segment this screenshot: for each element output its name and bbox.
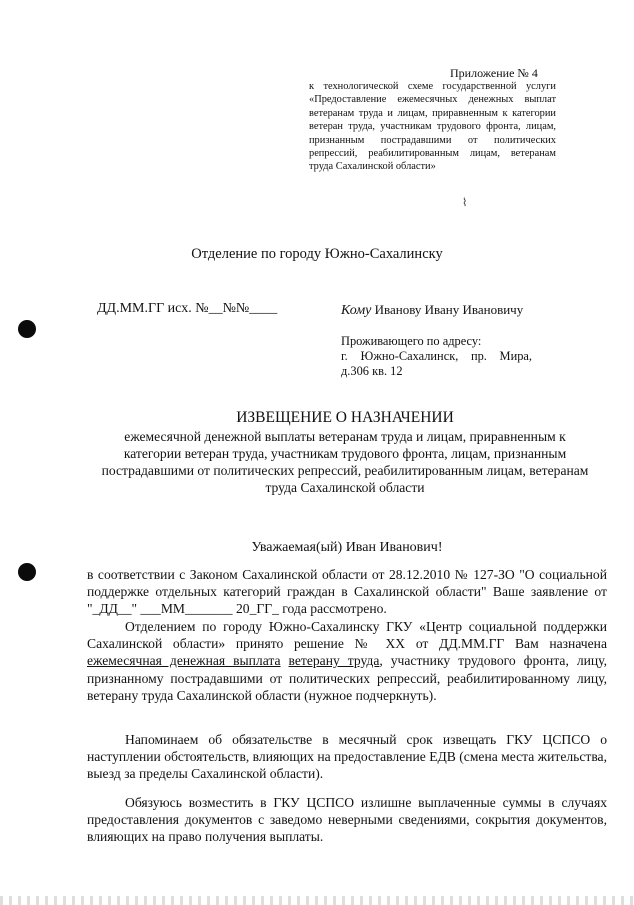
recipient-label: Кому: [341, 303, 372, 318]
notice-title: ИЗВЕЩЕНИЕ О НАЗНАЧЕНИИ: [236, 409, 454, 426]
punch-hole: [18, 563, 36, 581]
paragraph-obligation-reminder: [87, 731, 607, 783]
address-label: Проживающего по адресу:: [341, 334, 482, 348]
address-line-2: д.306 кв. 12: [341, 364, 403, 378]
reminder-text: Напоминаем об обязательстве в месячный срок извещать ГКУ ЦСПСО о наступлении обстоятельств, влияющих на предоставление ЕДВ (смена места жительства, выезд за пределы Сахалинской области).: [87, 732, 607, 782]
recipient-address: [341, 334, 532, 379]
scan-edge-noise: [0, 896, 634, 905]
underlined-monthly-payment: ежемесячная денежная выплата: [87, 653, 281, 669]
decision-text-start: Отделением по городу Южно-Сахалинску ГКУ «Центр социальной поддержки Сахалинской области» принято решение № ХХ от ДД.ММ.ГГ Вам назначена: [87, 619, 607, 652]
recipient-line: [341, 302, 523, 319]
annex-title: Приложение № 4: [450, 66, 538, 80]
underlined-labour-veteran: ветерану труда: [288, 653, 380, 669]
notice-subtitle: ежемесячной денежной выплаты ветеранам труда и лицам, приравненным к категории ветеран труда, участникам трудового фронта, лицам, признанным пострадавшими от политических репрессий, реабилитированным лицам, ветеранам труда Сахалинской области: [101, 429, 589, 495]
punch-hole: [18, 320, 36, 338]
address-line-1: г. Южно-Сахалинск, пр. Мира,: [341, 349, 532, 363]
paragraph-law-reference: в соответствии с Законом Сахалинской области от 28.12.2010 № 127-ЗО "О социальной поддержке отдельных категорий граждан в Сахалинской области" Ваше заявление от "_ДД__" ___ММ_______ 20_ГГ_ года рассмотрено.: [87, 567, 607, 617]
decision-text-mid: [281, 653, 289, 668]
greeting: Уважаемая(ый) Иван Иванович!: [251, 540, 443, 555]
annex-description: к технологической схеме государственной услуги «Предоставление ежемесячных денежных выплат ветеранам труда и лицам, приравненным к категории ветеран труда, участникам трудового фронта, лицам, признанным пострадавшими от политических репрессий, реабилитированным лицам, ветеранам труда Сахалинской области»: [309, 81, 556, 173]
recipient-name: Иванову Ивану Ивановичу: [374, 302, 524, 317]
scan-mark: ⌇: [462, 197, 468, 209]
paragraph-reimbursement: [87, 794, 607, 846]
department-heading: Отделение по городу Южно-Сахалинску: [191, 246, 443, 262]
outgoing-number: ДД.ММ.ГГ исх. №__№№____: [97, 301, 278, 316]
decision-text-end: , участнику трудового фронта, лицу, признанному пострадавшими от политических репрессий, реабилитированному лицу, ветерану труда Сахалинской области (нужное подчеркнуть).: [87, 653, 607, 703]
reimbursement-text: Обязуюсь возместить в ГКУ ЦСПСО излишне выплаченные суммы в случаях предоставления документов с заведомо неверными сведениями, сокрытия документов, влияющих на право получения выплаты.: [87, 795, 607, 845]
paragraph-decision: [87, 618, 607, 704]
